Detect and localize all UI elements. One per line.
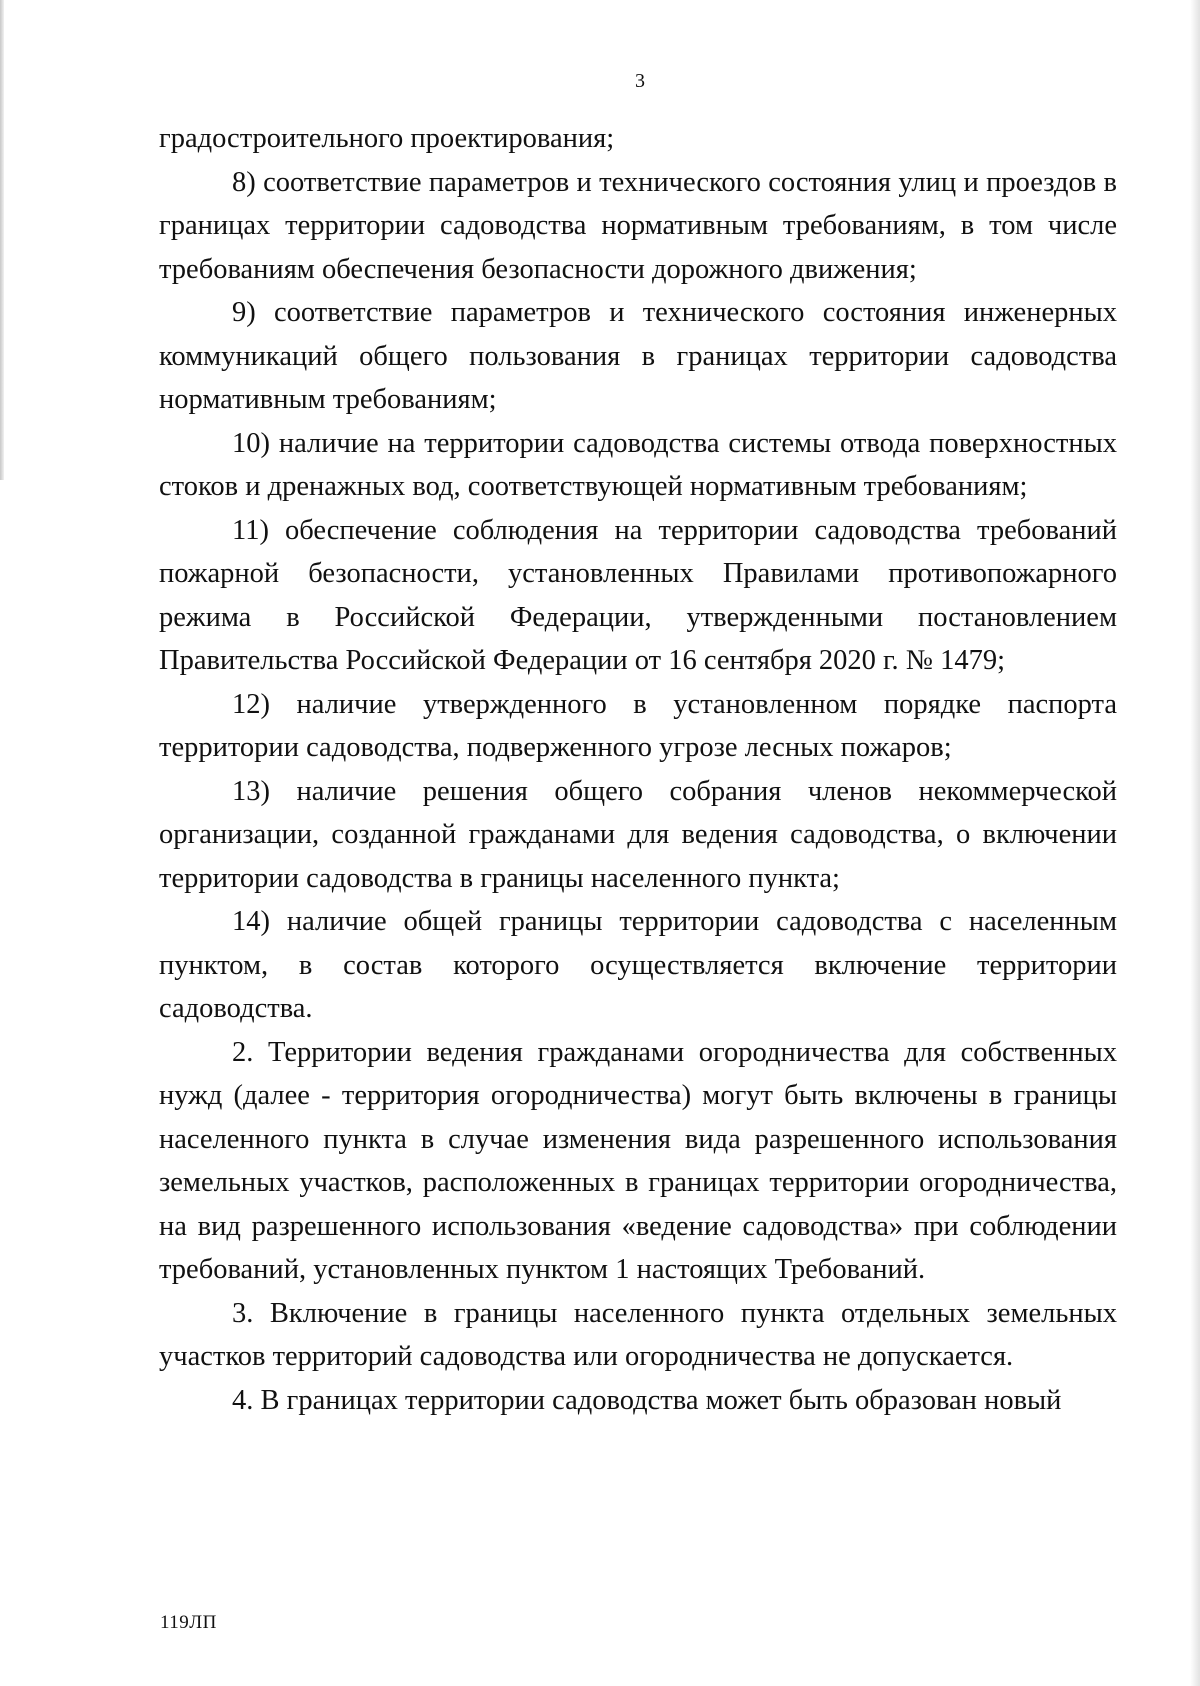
paragraph-item-10: 10) наличие на территории садоводства системы отвода поверхностных стоков и дренажных вод, соответствующей нормативным требованиям;	[159, 427, 1117, 502]
paragraph-section-3: 3. Включение в границы населенного пункта отдельных земельных участков территорий садоводства или огородничества не допускается.	[159, 1297, 1117, 1372]
document-code: 119ЛП	[160, 1612, 217, 1633]
paragraph-item-8: 8) соответствие параметров и технического состояния улиц и проездов в границах территории садоводства нормативным требованиям, в том числе требованиям обеспечения безопасности дорожного движения;	[159, 166, 1117, 285]
paragraph-item-9: 9) соответствие параметров и технического состояния инженерных коммуникаций общего пользования в границах территории садоводства нормативным требованиям;	[159, 297, 1117, 415]
paragraph-item-11: 11) обеспечение соблюдения на территории садоводства требований пожарной безопасности, установленных Правилами противопожарного режима в Российской Федерации, утвержденными постановлением Правительства Российской Федерации от 16 сентября 2020 г. № 1479;	[159, 514, 1117, 676]
page-number: 3	[635, 70, 645, 92]
paragraph-section-4: 4. В границах территории садоводства может быть образован новый	[232, 1384, 1062, 1416]
paragraph-section-2: 2. Территории ведения гражданами огородничества для собственных нужд (далее - территория огородничества) могут быть включены в границы населенного пункта в случае изменения вида разрешенного использования земельных участков, расположенных в границах территории огородничества, на вид разрешенного использования «ведение садоводства» при соблюдении требований, установленных пунктом 1 настоящих Требований.	[159, 1036, 1117, 1285]
paragraph-item-14: 14) наличие общей границы территории садоводства с населенным пунктом, в состав которого осуществляется включение территории садоводства.	[159, 906, 1117, 1024]
document-body	[159, 117, 1117, 1422]
paragraph-item-13: 13) наличие решения общего собрания членов некоммерческой организации, созданной гражданами для ведения садоводства, о включении территории садоводства в границы населенного пункта;	[159, 775, 1117, 894]
paragraph-continuation: градостроительного проектирования;	[159, 123, 615, 154]
scan-edge-right	[1190, 0, 1200, 1686]
paragraph-item-12: 12) наличие утвержденного в установленном порядке паспорта территории садоводства, подверженного угрозе лесных пожаров;	[159, 688, 1117, 763]
